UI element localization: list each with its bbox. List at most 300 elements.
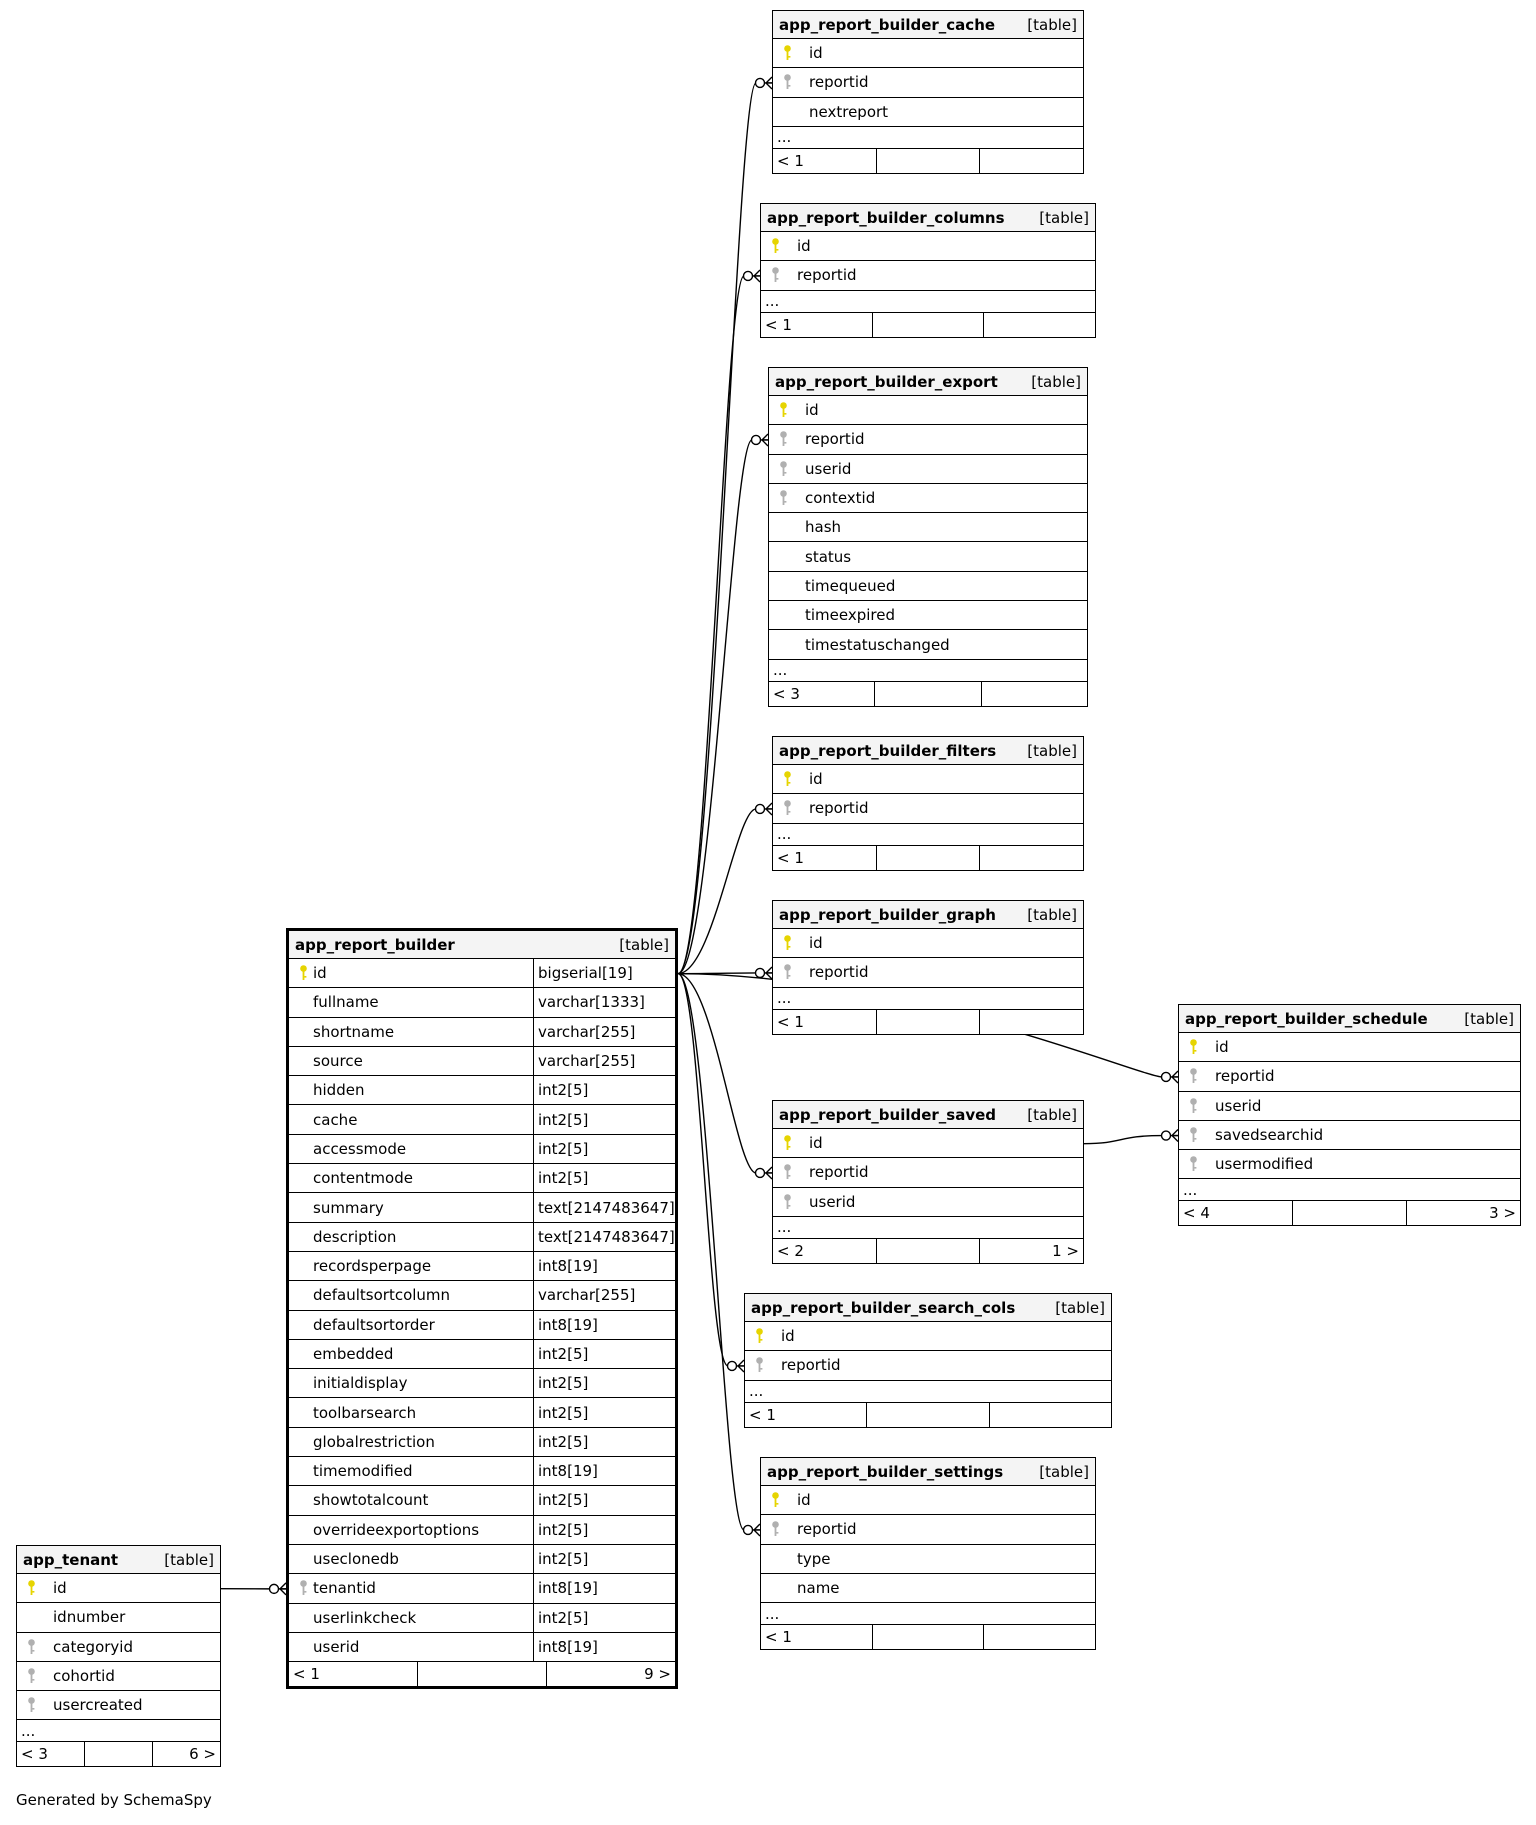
column-name: reportid: [809, 963, 869, 982]
foreign-key-icon: [777, 794, 797, 822]
column-row[interactable]: [289, 959, 675, 988]
primary-key-icon: [773, 396, 793, 424]
column-name: categoryid: [53, 1637, 133, 1656]
foreign-key-icon: [21, 1691, 41, 1719]
table-name: app_report_builder_graph: [779, 905, 996, 924]
table-header[interactable]: [773, 901, 1083, 929]
footer-cell[interactable]: < 2: [773, 1239, 877, 1263]
footer-cell: [984, 313, 1095, 337]
footer-cell: [877, 846, 981, 870]
column-name: reportid: [797, 1520, 857, 1539]
column-row[interactable]: [289, 1193, 675, 1222]
primary-key-icon: [749, 1322, 769, 1350]
column-row[interactable]: [1179, 1121, 1520, 1150]
footer-cell: [873, 1625, 985, 1649]
table-main[interactable]: [286, 928, 678, 1689]
optional-marker: [744, 1525, 753, 1534]
table-tenant[interactable]: [16, 1545, 221, 1767]
table-name: app_report_builder_cache: [779, 15, 996, 34]
column-row[interactable]: [769, 396, 1087, 425]
column-row[interactable]: [289, 1105, 675, 1134]
column-row[interactable]: [773, 1129, 1083, 1158]
column-row[interactable]: [289, 1428, 675, 1457]
footer-cell[interactable]: < 1: [773, 846, 877, 870]
table-footer: [773, 149, 1083, 173]
column-type: int8[19]: [538, 1462, 598, 1481]
primary-key-icon: [777, 1129, 797, 1157]
column-type: varchar[255]: [538, 1286, 636, 1305]
column-name: contextid: [805, 489, 876, 508]
table-header[interactable]: [745, 1294, 1111, 1322]
optional-marker: [744, 271, 753, 280]
column-name: nextreport: [809, 102, 889, 121]
column-row[interactable]: [769, 425, 1087, 454]
table-saved[interactable]: [772, 1100, 1084, 1264]
column-type: varchar[255]: [538, 1052, 636, 1071]
no-key-slot: [773, 572, 793, 600]
more-columns-ellipsis[interactable]: ...: [773, 127, 1083, 149]
column-type: int2[5]: [538, 1139, 589, 1158]
column-row[interactable]: [773, 98, 1083, 127]
footer-cell: [418, 1662, 547, 1686]
table-footer: [761, 313, 1095, 337]
table-search-cols[interactable]: [744, 1293, 1112, 1428]
more-columns-ellipsis[interactable]: ...: [1179, 1179, 1520, 1201]
column-name: reportid: [809, 799, 869, 818]
table-header[interactable]: [773, 1101, 1083, 1129]
column-name: description: [313, 1223, 534, 1251]
no-key-slot: [293, 1135, 313, 1163]
column-row[interactable]: [769, 513, 1087, 542]
foreign-key-icon: [749, 1351, 769, 1379]
column-row[interactable]: [773, 1188, 1083, 1217]
table-footer: [17, 1742, 220, 1766]
no-key-slot: [765, 1574, 785, 1602]
table-graph[interactable]: [772, 900, 1084, 1035]
column-name: showtotalcount: [313, 1486, 534, 1514]
column-name: reportid: [781, 1356, 841, 1375]
no-key-slot: [773, 513, 793, 541]
footer-cell[interactable]: < 1: [773, 1010, 877, 1034]
column-name: usercreated: [53, 1696, 143, 1715]
foreign-key-icon: [777, 68, 797, 96]
more-columns-ellipsis[interactable]: ...: [769, 660, 1087, 682]
footer-cell: [877, 1239, 981, 1263]
column-row[interactable]: [289, 1486, 675, 1515]
footer-cell: [877, 1010, 981, 1034]
column-row[interactable]: [1179, 1150, 1520, 1179]
column-type: int2[5]: [538, 1169, 589, 1188]
column-row[interactable]: [769, 455, 1087, 484]
column-name: id: [797, 237, 811, 256]
footer-cell[interactable]: < 3: [769, 682, 875, 706]
foreign-key-icon: [293, 1574, 313, 1602]
more-columns-ellipsis[interactable]: ...: [17, 1720, 220, 1742]
column-type: int8[19]: [538, 1257, 598, 1276]
column-name: reportid: [809, 73, 869, 92]
footer-cell: [990, 1403, 1111, 1427]
no-key-slot: [777, 98, 797, 126]
column-type: varchar[255]: [538, 1022, 636, 1041]
table-type: [table]: [1055, 1298, 1105, 1317]
table-type: [table]: [1027, 1105, 1077, 1124]
table-footer: [773, 846, 1083, 870]
column-name: id: [805, 401, 819, 420]
column-type: int2[5]: [538, 1374, 589, 1393]
table-export[interactable]: [768, 367, 1088, 707]
column-type: int2[5]: [538, 1081, 589, 1100]
no-key-slot: [773, 601, 793, 629]
no-key-slot: [293, 1105, 313, 1133]
column-row[interactable]: [289, 1545, 675, 1574]
foreign-key-icon: [21, 1633, 41, 1661]
foreign-key-icon: [21, 1662, 41, 1690]
footer-cell: [980, 1010, 1083, 1034]
no-key-slot: [293, 1018, 313, 1046]
optional-marker: [756, 78, 765, 87]
column-name: cache: [313, 1105, 534, 1133]
column-type: int2[5]: [538, 1608, 589, 1627]
column-row[interactable]: [17, 1603, 220, 1632]
column-type: varchar[1333]: [538, 993, 645, 1012]
table-header[interactable]: [1179, 1005, 1520, 1033]
table-type: [table]: [1027, 741, 1077, 760]
no-key-slot: [293, 988, 313, 1016]
foreign-key-icon: [765, 261, 785, 289]
footer-cell[interactable]: < 1: [761, 313, 873, 337]
column-name: fullname: [313, 988, 534, 1016]
column-name: timeexpired: [805, 606, 896, 625]
column-row[interactable]: [17, 1633, 220, 1662]
column-row[interactable]: [761, 1515, 1095, 1544]
column-row[interactable]: [761, 232, 1095, 261]
no-key-slot: [293, 1486, 313, 1514]
primary-key-icon: [21, 1574, 41, 1602]
column-row[interactable]: [289, 1076, 675, 1105]
column-row[interactable]: [761, 261, 1095, 290]
no-key-slot: [765, 1545, 785, 1573]
footer-cell[interactable]: < 4: [1179, 1201, 1293, 1225]
table-type: [table]: [1464, 1009, 1514, 1028]
table-footer: [769, 682, 1087, 706]
column-row[interactable]: [745, 1351, 1111, 1380]
column-row[interactable]: [289, 1604, 675, 1633]
optional-marker: [270, 1584, 279, 1593]
column-row[interactable]: [769, 630, 1087, 659]
column-name: userlinkcheck: [313, 1604, 534, 1632]
table-name: app_report_builder_settings: [767, 1462, 1004, 1481]
column-type: bigserial[19]: [538, 964, 633, 983]
table-header[interactable]: [773, 11, 1083, 39]
table-type: [table]: [1027, 15, 1077, 34]
foreign-key-icon: [777, 1158, 797, 1186]
column-name: status: [805, 547, 852, 566]
column-name: cohortid: [53, 1667, 115, 1686]
column-name: userid: [313, 1633, 534, 1661]
more-columns-ellipsis[interactable]: ...: [773, 1217, 1083, 1239]
footer-cell: [867, 1403, 989, 1427]
column-row[interactable]: [289, 1018, 675, 1047]
table-name: app_report_builder_columns: [767, 208, 1005, 227]
column-name: toolbarsearch: [313, 1398, 534, 1426]
column-row[interactable]: [289, 988, 675, 1017]
optional-marker: [752, 435, 761, 444]
footer-cell: [980, 149, 1083, 173]
column-row[interactable]: [773, 1158, 1083, 1187]
column-row[interactable]: [289, 1135, 675, 1164]
column-name: reportid: [809, 1163, 869, 1182]
generated-by-credit: Generated by SchemaSpy: [16, 1791, 212, 1809]
no-key-slot: [293, 1340, 313, 1368]
column-name: userid: [809, 1192, 856, 1211]
column-row[interactable]: [289, 1164, 675, 1193]
table-settings[interactable]: [760, 1457, 1096, 1650]
column-row[interactable]: [773, 39, 1083, 68]
column-name: hash: [805, 518, 842, 537]
foreign-key-icon: [765, 1515, 785, 1543]
table-type: [table]: [619, 935, 669, 954]
optional-marker: [756, 968, 765, 977]
column-row[interactable]: [1179, 1092, 1520, 1121]
column-name: reportid: [1215, 1067, 1275, 1086]
optional-marker: [756, 804, 765, 813]
foreign-key-icon: [1183, 1150, 1203, 1178]
foreign-key-icon: [1183, 1121, 1203, 1149]
table-cache[interactable]: [772, 10, 1084, 174]
column-row[interactable]: [289, 1047, 675, 1076]
footer-cell[interactable]: 9 >: [644, 1665, 671, 1684]
primary-key-icon: [777, 39, 797, 67]
column-name: savedsearchid: [1215, 1126, 1324, 1145]
column-row[interactable]: [769, 572, 1087, 601]
foreign-key-icon: [773, 455, 793, 483]
column-row[interactable]: [289, 1633, 675, 1662]
column-row[interactable]: [289, 1574, 675, 1603]
table-name: app_report_builder: [295, 935, 455, 954]
footer-cell: [980, 846, 1083, 870]
table-filters[interactable]: [772, 736, 1084, 871]
column-type: int8[19]: [538, 1637, 598, 1656]
no-key-slot: [293, 1047, 313, 1075]
relationship-edge: [678, 809, 772, 974]
column-name: timequeued: [805, 576, 896, 595]
column-name: userid: [805, 459, 852, 478]
table-header[interactable]: [17, 1546, 220, 1574]
column-name: initialdisplay: [313, 1369, 534, 1397]
column-name: shortname: [313, 1018, 534, 1046]
column-type: text[2147483647]: [538, 1227, 675, 1246]
column-row[interactable]: [1179, 1033, 1520, 1062]
no-key-slot: [293, 1428, 313, 1456]
column-name: id: [781, 1327, 795, 1346]
column-row[interactable]: [289, 1340, 675, 1369]
column-name: accessmode: [313, 1135, 534, 1163]
no-key-slot: [293, 1164, 313, 1192]
no-key-slot: [773, 542, 793, 570]
column-name: source: [313, 1047, 534, 1075]
foreign-key-icon: [777, 1188, 797, 1216]
primary-key-icon: [765, 1486, 785, 1514]
column-type: int8[19]: [538, 1315, 598, 1334]
column-name: reportid: [797, 266, 857, 285]
column-row[interactable]: [773, 958, 1083, 987]
column-row[interactable]: [17, 1691, 220, 1720]
table-footer: [745, 1403, 1111, 1427]
no-key-slot: [293, 1252, 313, 1280]
column-row[interactable]: [289, 1516, 675, 1545]
table-columns[interactable]: [760, 203, 1096, 338]
column-row[interactable]: [289, 1457, 675, 1486]
no-key-slot: [293, 1369, 313, 1397]
column-name: defaultsortorder: [313, 1311, 534, 1339]
column-type: int2[5]: [538, 1520, 589, 1539]
column-row[interactable]: [745, 1322, 1111, 1351]
column-type: int8[19]: [538, 1579, 598, 1598]
no-key-slot: [773, 630, 793, 658]
column-name: defaultsortcolumn: [313, 1281, 534, 1309]
relationship-edge: [678, 276, 760, 974]
column-type: int2[5]: [538, 1110, 589, 1129]
column-name: embedded: [313, 1340, 534, 1368]
no-key-slot: [293, 1076, 313, 1104]
table-name: app_report_builder_search_cols: [751, 1298, 1016, 1317]
column-row[interactable]: [773, 68, 1083, 97]
more-columns-ellipsis[interactable]: ...: [761, 1603, 1095, 1625]
column-name: hidden: [313, 1076, 534, 1104]
table-type: [table]: [1039, 1462, 1089, 1481]
column-name: id: [809, 44, 823, 63]
column-row[interactable]: [289, 1252, 675, 1281]
column-row[interactable]: [769, 484, 1087, 513]
table-schedule[interactable]: [1178, 1004, 1521, 1226]
no-key-slot: [293, 1604, 313, 1632]
column-row[interactable]: [289, 1223, 675, 1252]
column-name: overrideexportoptions: [313, 1516, 534, 1544]
column-row[interactable]: [17, 1662, 220, 1691]
footer-cell: [1293, 1201, 1407, 1225]
no-key-slot: [293, 1545, 313, 1573]
footer-cell[interactable]: 1 >: [1052, 1241, 1080, 1260]
table-footer: [773, 1010, 1083, 1034]
column-type: int2[5]: [538, 1550, 589, 1569]
table-header[interactable]: [761, 1458, 1095, 1486]
primary-key-icon: [777, 765, 797, 793]
column-name: id: [809, 770, 823, 789]
column-row[interactable]: [761, 1574, 1095, 1603]
column-name: id: [1215, 1038, 1229, 1057]
primary-key-icon: [777, 929, 797, 957]
no-key-slot: [293, 1633, 313, 1661]
footer-cell[interactable]: 3 >: [1489, 1204, 1516, 1223]
foreign-key-icon: [777, 958, 797, 986]
table-name: app_report_builder_filters: [779, 741, 997, 760]
foreign-key-icon: [773, 425, 793, 453]
no-key-slot: [293, 1223, 313, 1251]
column-type: text[2147483647]: [538, 1198, 675, 1217]
no-key-slot: [293, 1281, 313, 1309]
table-footer: [1179, 1201, 1520, 1225]
column-row[interactable]: [761, 1486, 1095, 1515]
column-row[interactable]: [761, 1545, 1095, 1574]
optional-marker: [728, 1361, 737, 1370]
table-header[interactable]: [289, 931, 675, 959]
column-name: id: [809, 934, 823, 953]
no-key-slot: [21, 1603, 41, 1631]
more-columns-ellipsis[interactable]: ...: [773, 824, 1083, 846]
footer-cell: [873, 313, 985, 337]
table-header[interactable]: [769, 368, 1087, 396]
column-row[interactable]: [773, 765, 1083, 794]
table-type: [table]: [164, 1550, 214, 1569]
column-name: summary: [313, 1193, 534, 1221]
column-name: id: [797, 1491, 811, 1510]
more-columns-ellipsis[interactable]: ...: [745, 1381, 1111, 1403]
optional-marker: [756, 1168, 765, 1177]
table-type: [table]: [1039, 208, 1089, 227]
table-type: [table]: [1027, 905, 1077, 924]
column-row[interactable]: [1179, 1062, 1520, 1091]
column-name: type: [797, 1549, 831, 1568]
footer-cell: [85, 1742, 153, 1766]
footer-cell[interactable]: < 1: [761, 1625, 873, 1649]
column-name: usermodified: [1215, 1155, 1314, 1174]
column-name: id: [809, 1134, 823, 1153]
footer-cell[interactable]: < 1: [773, 149, 877, 173]
optional-marker: [1162, 1072, 1171, 1081]
column-row[interactable]: [17, 1574, 220, 1603]
footer-cell: [875, 682, 981, 706]
table-name: app_report_builder_export: [775, 372, 998, 391]
column-name: useclonedb: [313, 1545, 534, 1573]
no-key-slot: [293, 1193, 313, 1221]
column-name: userid: [1215, 1096, 1262, 1115]
column-row[interactable]: [289, 1398, 675, 1427]
footer-cell[interactable]: < 1: [745, 1403, 867, 1427]
column-name: recordsperpage: [313, 1252, 534, 1280]
footer-cell[interactable]: < 1: [289, 1662, 418, 1686]
relationship-edge: [678, 83, 772, 974]
column-row[interactable]: [769, 542, 1087, 571]
table-header[interactable]: [773, 737, 1083, 765]
table-footer: [761, 1625, 1095, 1649]
column-row[interactable]: [773, 794, 1083, 823]
no-key-slot: [293, 1311, 313, 1339]
column-type: int2[5]: [538, 1432, 589, 1451]
footer-cell[interactable]: < 3: [17, 1742, 85, 1766]
column-row[interactable]: [289, 1311, 675, 1340]
footer-cell: [982, 682, 1087, 706]
primary-key-icon: [765, 232, 785, 260]
no-key-slot: [293, 1398, 313, 1426]
more-columns-ellipsis[interactable]: ...: [761, 291, 1095, 313]
column-row[interactable]: [289, 1281, 675, 1310]
footer-cell[interactable]: 6 >: [189, 1745, 216, 1764]
column-type: int2[5]: [538, 1491, 589, 1510]
column-name: idnumber: [53, 1608, 126, 1627]
more-columns-ellipsis[interactable]: ...: [773, 988, 1083, 1010]
relationship-edge: [678, 974, 772, 1173]
table-type: [table]: [1031, 372, 1081, 391]
column-row[interactable]: [769, 601, 1087, 630]
optional-marker: [1162, 1131, 1171, 1140]
table-footer: [773, 1239, 1083, 1263]
column-name: id: [53, 1579, 67, 1598]
table-header[interactable]: [761, 204, 1095, 232]
column-row[interactable]: [289, 1369, 675, 1398]
column-row[interactable]: [773, 929, 1083, 958]
primary-key-icon: [1183, 1033, 1203, 1061]
column-name: timestatuschanged: [805, 635, 950, 654]
